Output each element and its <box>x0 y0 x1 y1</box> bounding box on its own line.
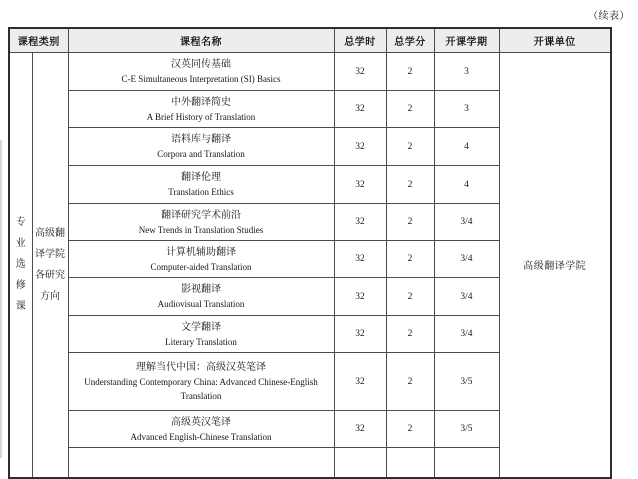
credits-cell: 2 <box>386 91 434 128</box>
scan-shadow-artifact <box>0 140 3 458</box>
category-label: 专业选修课 <box>15 217 26 313</box>
course-name-zh: 翻译研究学术前沿 <box>161 209 241 221</box>
header-semester: 开课学期 <box>434 28 499 53</box>
course-name-cell <box>68 91 334 128</box>
hours-cell: 32 <box>334 316 386 353</box>
credits-cell: 2 <box>386 128 434 166</box>
hours-cell <box>334 448 386 478</box>
hours-cell: 32 <box>334 353 386 411</box>
course-name-cell <box>68 316 334 353</box>
hours-cell: 32 <box>334 204 386 241</box>
semester-cell: 3/5 <box>434 353 499 411</box>
course-row <box>9 53 611 91</box>
hours-cell: 32 <box>334 278 386 316</box>
credits-cell: 2 <box>386 278 434 316</box>
subcategory-cell <box>32 53 68 478</box>
course-name-zh: 高级英汉笔译 <box>171 416 231 428</box>
course-name-zh: 汉英同传基础 <box>171 59 231 70</box>
course-name-cell <box>68 353 334 411</box>
course-name-zh: 翻译伦理 <box>181 172 221 183</box>
credits-cell <box>386 448 434 478</box>
semester-cell: 3 <box>434 91 499 128</box>
course-name-en: C-E Simultaneous Interpretation (SI) Basics <box>121 74 281 84</box>
course-name-cell <box>68 411 334 448</box>
course-name-cell <box>68 448 334 478</box>
credits-cell: 2 <box>386 166 434 204</box>
semester-cell: 3/4 <box>434 204 499 241</box>
hours-cell: 32 <box>334 166 386 204</box>
course-name-zh: 语料库与翻译 <box>171 134 231 145</box>
header-total-hours: 总学时 <box>334 28 386 53</box>
course-name-zh: 文学翻译 <box>181 321 221 333</box>
course-name-zh: 理解当代中国：高级汉英笔译 <box>136 362 266 373</box>
course-name-zh: 影视翻译 <box>181 284 221 295</box>
header-total-credits: 总学分 <box>386 28 434 53</box>
course-name-en: Computer-aided Translation <box>150 261 252 272</box>
hours-cell: 32 <box>334 53 386 91</box>
category-cell <box>9 53 32 478</box>
course-name-cell <box>68 204 334 241</box>
course-name-zh: 中外翻译简史 <box>171 96 231 108</box>
semester-cell: 3/5 <box>434 411 499 448</box>
subcategory-label: 高级翻译学院各研究方向 <box>35 227 65 302</box>
course-name-cell <box>68 241 334 278</box>
credits-cell: 2 <box>386 353 434 411</box>
course-name-en: Literary Translation <box>165 336 237 347</box>
continued-table-label: （续表） <box>588 11 630 22</box>
course-table <box>8 27 612 479</box>
offering-unit-cell: 高级翻译学院 <box>499 53 611 478</box>
course-name-cell <box>68 166 334 204</box>
credits-cell: 2 <box>386 316 434 353</box>
semester-cell: 3/4 <box>434 278 499 316</box>
header-offering-unit: 开课单位 <box>499 28 611 53</box>
credits-cell: 2 <box>386 411 434 448</box>
header-course-category: 课程类别 <box>9 28 68 53</box>
course-name-en: Audiovisual Translation <box>157 299 245 309</box>
course-name-en: Advanced English-Chinese Translation <box>130 431 272 442</box>
hours-cell: 32 <box>334 241 386 278</box>
course-name-en: A Brief History of Translation <box>146 111 256 122</box>
course-name-en: Understanding Contemporary China: Advanced Chinese-English Translation <box>84 377 318 401</box>
hours-cell: 32 <box>334 128 386 166</box>
header-row <box>9 28 611 53</box>
credits-cell: 2 <box>386 204 434 241</box>
course-name-zh: 计算机辅助翻译 <box>166 246 236 258</box>
course-name-cell <box>68 128 334 166</box>
semester-cell: 3 <box>434 53 499 91</box>
course-name-cell <box>68 53 334 91</box>
course-name-en: New Trends in Translation Studies <box>138 224 264 235</box>
credits-cell: 2 <box>386 53 434 91</box>
semester-cell <box>434 448 499 478</box>
course-name-en: Translation Ethics <box>168 187 234 197</box>
hours-cell: 32 <box>334 411 386 448</box>
course-name-en: Corpora and Translation <box>157 149 245 159</box>
semester-cell: 3/4 <box>434 316 499 353</box>
credits-cell: 2 <box>386 241 434 278</box>
semester-cell: 3/4 <box>434 241 499 278</box>
header-course-name: 课程名称 <box>68 28 334 53</box>
hours-cell: 32 <box>334 91 386 128</box>
semester-cell: 4 <box>434 128 499 166</box>
semester-cell: 4 <box>434 166 499 204</box>
course-name-cell <box>68 278 334 316</box>
